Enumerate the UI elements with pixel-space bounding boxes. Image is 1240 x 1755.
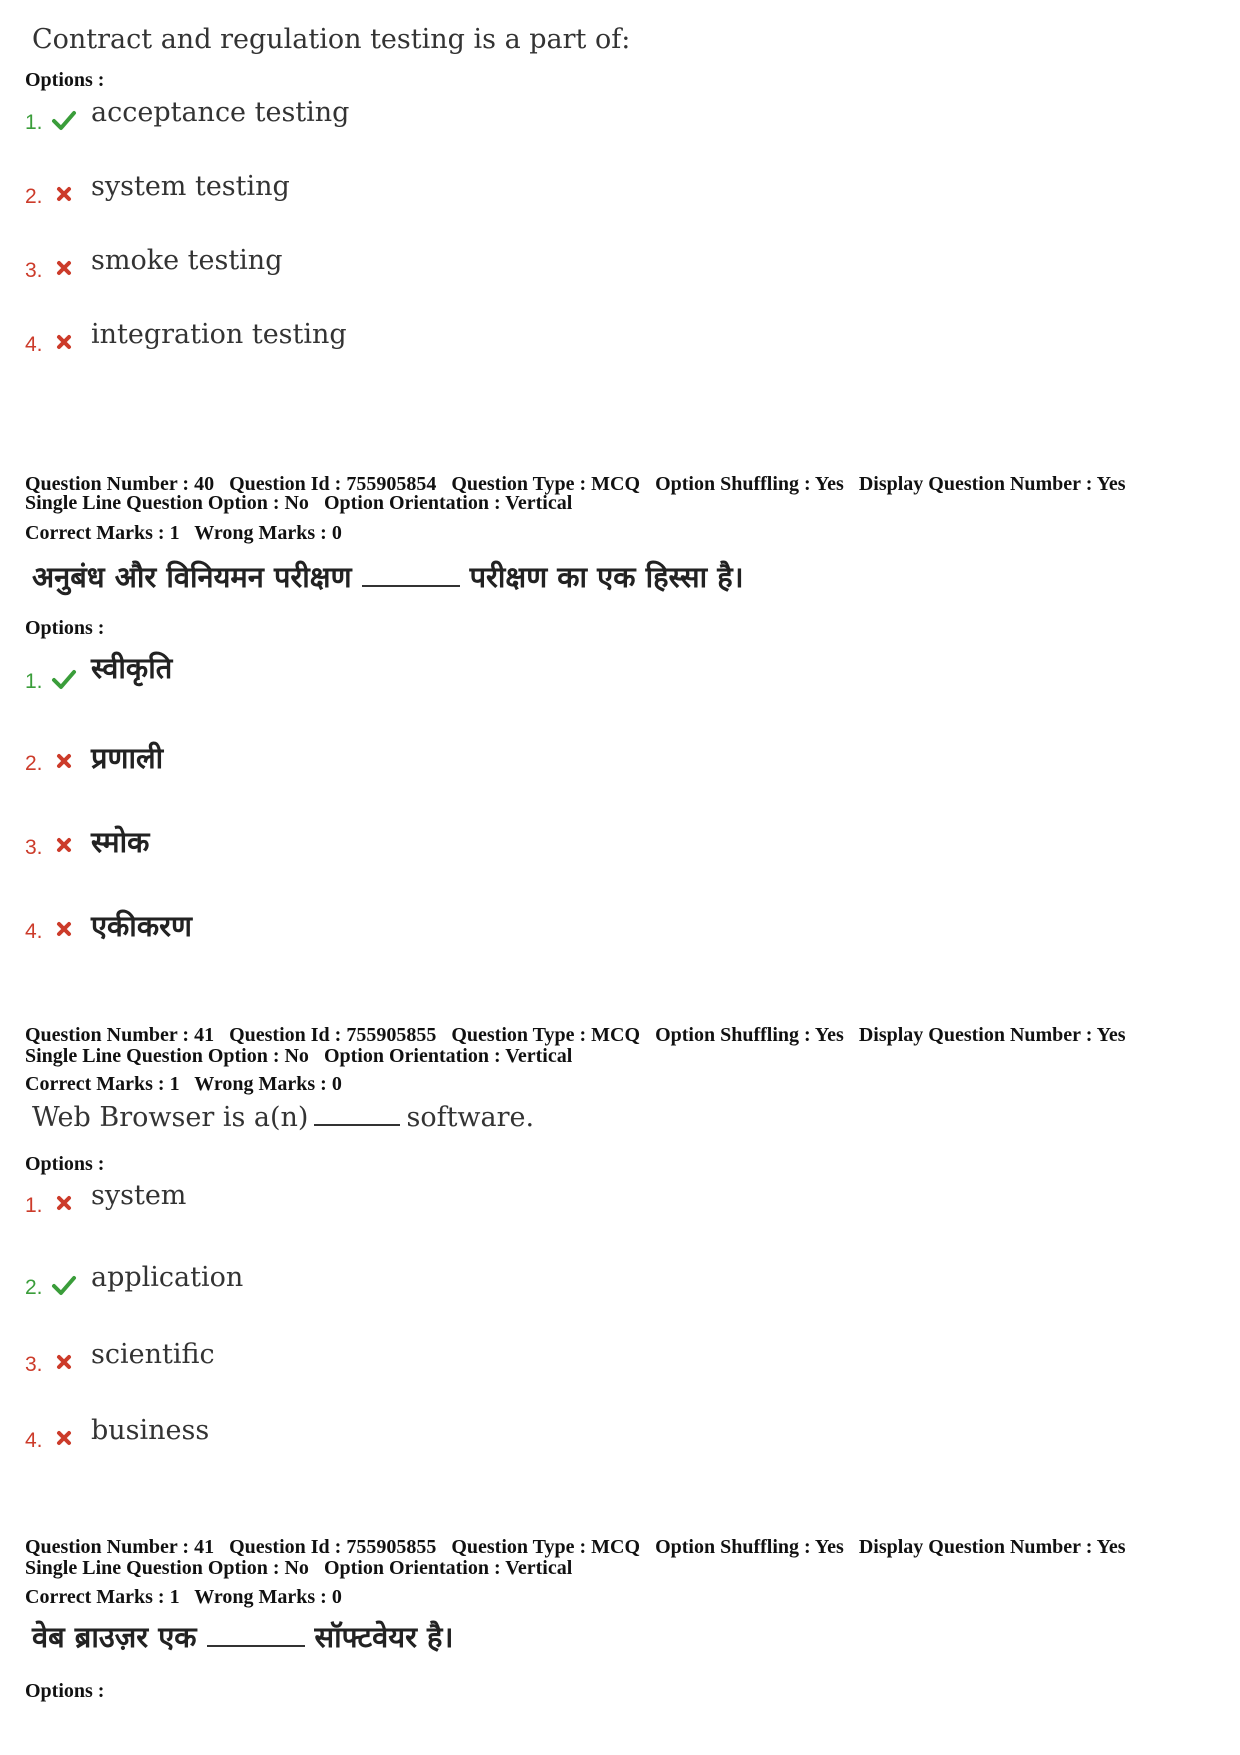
display-question-number: Display Question Number : Yes	[858, 1024, 1126, 1046]
option-text: स्मोक	[91, 825, 150, 859]
option-item	[25, 1415, 725, 1455]
check-icon	[51, 107, 77, 133]
option-item	[25, 1339, 725, 1379]
option-text: smoke testing	[91, 245, 283, 276]
display-question-number: Display Question Number : Yes	[858, 1536, 1126, 1558]
option-item	[25, 738, 725, 778]
question-text: Contract and regulation testing is a part of:	[32, 24, 631, 55]
question-text-part: software.	[406, 1102, 535, 1133]
options-label: Options :	[25, 617, 105, 639]
correct-marks: Correct Marks : 1	[25, 1586, 180, 1608]
single-line-option: Single Line Question Option : No	[25, 1557, 309, 1579]
question-meta-line	[25, 1537, 1136, 1557]
option-item	[25, 245, 725, 285]
option-number: 1.	[25, 1194, 43, 1217]
question-meta-line	[25, 1025, 1136, 1045]
question-type: Question Type : MCQ	[451, 473, 641, 495]
answer-blank	[362, 565, 460, 587]
option-item	[25, 822, 725, 862]
question-type: Question Type : MCQ	[451, 1024, 641, 1046]
option-text: system	[91, 1180, 187, 1211]
question-id: Question Id : 755905854	[229, 473, 437, 495]
question-meta-line	[25, 474, 1136, 494]
correct-marks: Correct Marks : 1	[25, 1073, 180, 1095]
question-id: Question Id : 755905855	[229, 1024, 437, 1046]
option-number: 2.	[25, 1276, 43, 1299]
marks-line	[25, 1074, 352, 1094]
cross-icon	[51, 255, 77, 281]
wrong-marks: Wrong Marks : 0	[194, 522, 342, 544]
question-text-part: परीक्षण का एक हिस्सा है।	[469, 560, 744, 594]
question-text-part: Web Browser is a(n)	[32, 1102, 309, 1133]
question-number: Question Number : 41	[25, 1024, 215, 1046]
question-number: Question Number : 41	[25, 1536, 215, 1558]
question-text	[32, 1617, 453, 1656]
cross-icon	[51, 748, 77, 774]
question-text-part: अनुबंध और विनियमन परीक्षण	[32, 560, 352, 594]
cross-icon	[51, 1349, 77, 1375]
option-number: 1.	[25, 670, 43, 693]
question-text	[32, 1102, 534, 1133]
option-orientation: Option Orientation : Vertical	[323, 1557, 573, 1579]
option-item	[25, 97, 725, 137]
options-label: Options :	[25, 1680, 105, 1702]
options-label: Options :	[25, 1153, 105, 1175]
option-number: 3.	[25, 259, 43, 282]
marks-line	[25, 1587, 352, 1607]
option-orientation: Option Orientation : Vertical	[323, 1045, 573, 1067]
option-text: integration testing	[91, 319, 347, 350]
single-line-option: Single Line Question Option : No	[25, 492, 309, 514]
option-number: 3.	[25, 836, 43, 859]
cross-icon	[51, 1425, 77, 1451]
option-number: 4.	[25, 1429, 43, 1452]
option-text: स्वीकृति	[91, 651, 173, 685]
option-text: प्रणाली	[91, 741, 164, 775]
cross-icon	[51, 916, 77, 942]
options-label: Options :	[25, 69, 105, 91]
question-text-part: वेब ब्राउज़र एक	[32, 1620, 197, 1654]
option-item	[25, 906, 725, 946]
option-orientation: Option Orientation : Vertical	[323, 492, 573, 514]
option-number: 2.	[25, 185, 43, 208]
cross-icon	[51, 832, 77, 858]
option-text: एकीकरण	[91, 909, 192, 943]
option-text: business	[91, 1415, 210, 1446]
option-shuffling: Option Shuffling : Yes	[655, 1024, 844, 1046]
option-number: 2.	[25, 752, 43, 775]
question-meta-line	[25, 1046, 582, 1066]
cross-icon	[51, 181, 77, 207]
single-line-option: Single Line Question Option : No	[25, 1045, 309, 1067]
option-text: acceptance testing	[91, 97, 350, 128]
option-shuffling: Option Shuffling : Yes	[655, 473, 844, 495]
answer-blank	[314, 1104, 400, 1126]
question-text	[32, 557, 744, 596]
cross-icon	[51, 329, 77, 355]
question-meta-line	[25, 1558, 582, 1578]
question-text-part: सॉफ्टवेयर है।	[314, 1620, 454, 1654]
option-text: scientific	[91, 1339, 215, 1370]
option-item	[25, 1262, 725, 1302]
marks-line	[25, 523, 352, 543]
wrong-marks: Wrong Marks : 0	[194, 1586, 342, 1608]
option-item	[25, 171, 725, 211]
question-number: Question Number : 40	[25, 473, 215, 495]
answer-blank	[207, 1625, 305, 1647]
option-number: 3.	[25, 1353, 43, 1376]
cross-icon	[51, 1190, 77, 1216]
question-id: Question Id : 755905855	[229, 1536, 437, 1558]
option-item	[25, 319, 725, 359]
check-icon	[51, 666, 77, 692]
option-number: 1.	[25, 111, 43, 134]
wrong-marks: Wrong Marks : 0	[194, 1073, 342, 1095]
option-item	[25, 1180, 725, 1220]
option-item	[25, 648, 725, 693]
option-text: application	[91, 1262, 244, 1293]
option-shuffling: Option Shuffling : Yes	[655, 1536, 844, 1558]
display-question-number: Display Question Number : Yes	[858, 473, 1126, 495]
option-number: 4.	[25, 920, 43, 943]
option-text: system testing	[91, 171, 290, 202]
check-icon	[51, 1272, 77, 1298]
correct-marks: Correct Marks : 1	[25, 522, 180, 544]
option-number: 4.	[25, 333, 43, 356]
question-type: Question Type : MCQ	[451, 1536, 641, 1558]
question-meta-line	[25, 493, 582, 513]
